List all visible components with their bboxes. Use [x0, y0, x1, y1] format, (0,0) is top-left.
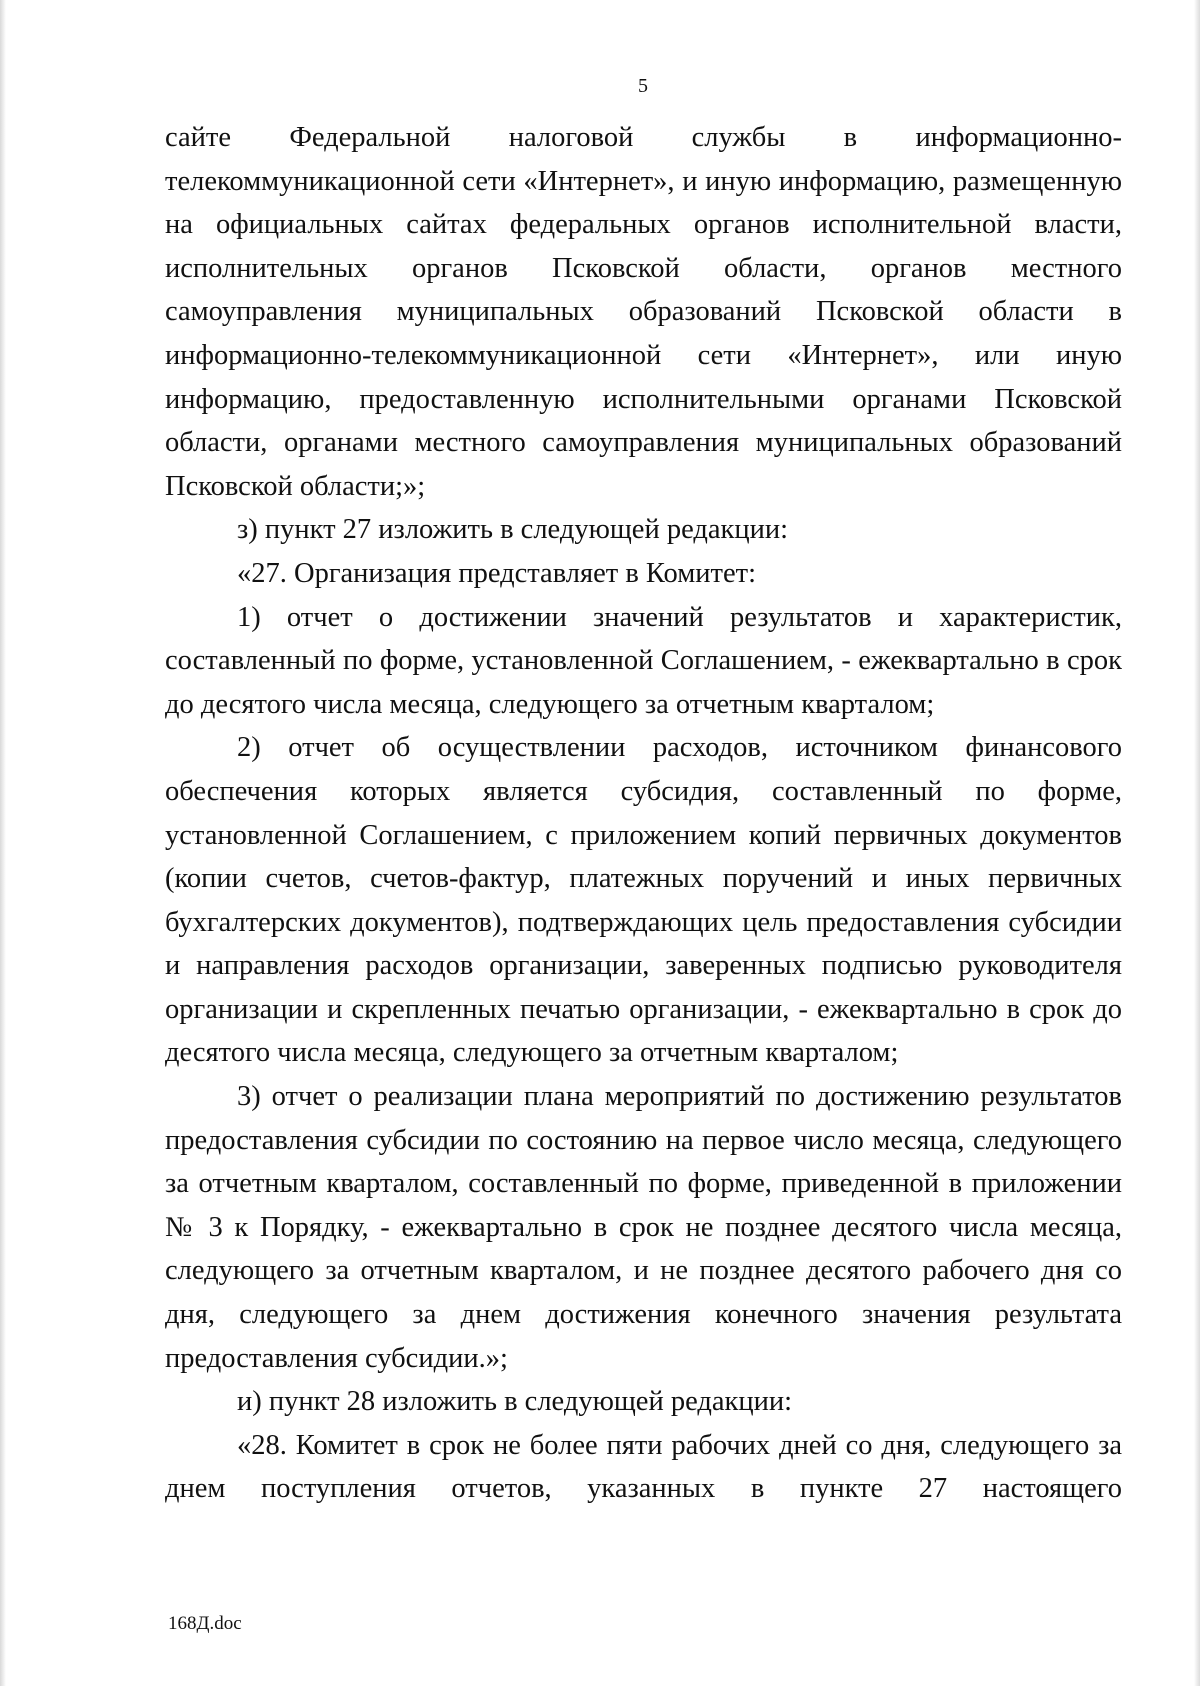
- paragraph-item-3: 3) отчет о реализации плана мероприятий по достижению результатов предоставления субсидии по состоянию на первое число месяца, следующего за отчетным кварталом, составленный по форме, приведенной в приложении № 3 к Порядку, - ежеквартально в срок не позднее десятого числа месяца, следующего за отчетным кварталом, и не позднее десятого рабочего дня со дня, следующего за днем достижения конечного значения результата предоставления субсидии.»;: [165, 1081, 1122, 1374]
- paragraph-item-2: 2) отчет об осуществлении расходов, источником финансового обеспечения которых является субсидия, составленный по форме, установленной Соглашением, с приложением копий первичных документов (копии счетов, счетов-фактур, платежных поручений и иных первичных бухгалтерских документов), подтверждающих цель предоставления субсидии и направления расходов организации, заверенных подписью руководителя организации и скрепленных печатью организации, - ежеквартально в срок до десятого числа месяца, следующего за отчетным кварталом;: [165, 732, 1122, 1069]
- paragraph-amendment-i: и) пункт 28 изложить в следующей редакции:: [237, 1386, 793, 1418]
- document-body: [165, 116, 1122, 1511]
- footer-filename: 168Д.doc: [168, 1613, 242, 1634]
- paragraph-item-1: 1) отчет о достижении значений результатов и характеристик, составленный по форме, установленной Соглашением, - ежеквартально в срок до десятого числа месяца, следующего за отчетным кварталом;: [165, 601, 1122, 720]
- scan-edge-left: [0, 0, 6, 1686]
- paragraph-clause-28: «28. Комитет в срок не более пяти рабочих дней со дня, следующего за днем поступления отчетов, указанных в пункте 27 настоящего: [165, 1429, 1122, 1505]
- scan-edge-right: [1194, 0, 1200, 1686]
- paragraph-continuation: сайте Федеральной налоговой службы в информационно-телекоммуникационной сети «Интернет», и иную информацию, размещенную на официальных сайтах федеральных органов исполнительной власти, исполнительных органов Псковской области, органов местного самоуправления муниципальных образований Псковской области в информационно-телекоммуникационной сети «Интернет», или иную информацию, предоставленную исполнительными органами Псковской области, органами местного самоуправления муниципальных образований Псковской области;»;: [165, 122, 1122, 502]
- paragraph-clause-27: «27. Организация представляет в Комитет:: [237, 557, 756, 589]
- paragraph-amendment-z: з) пункт 27 изложить в следующей редакции:: [237, 514, 789, 546]
- page-number: 5: [638, 75, 648, 97]
